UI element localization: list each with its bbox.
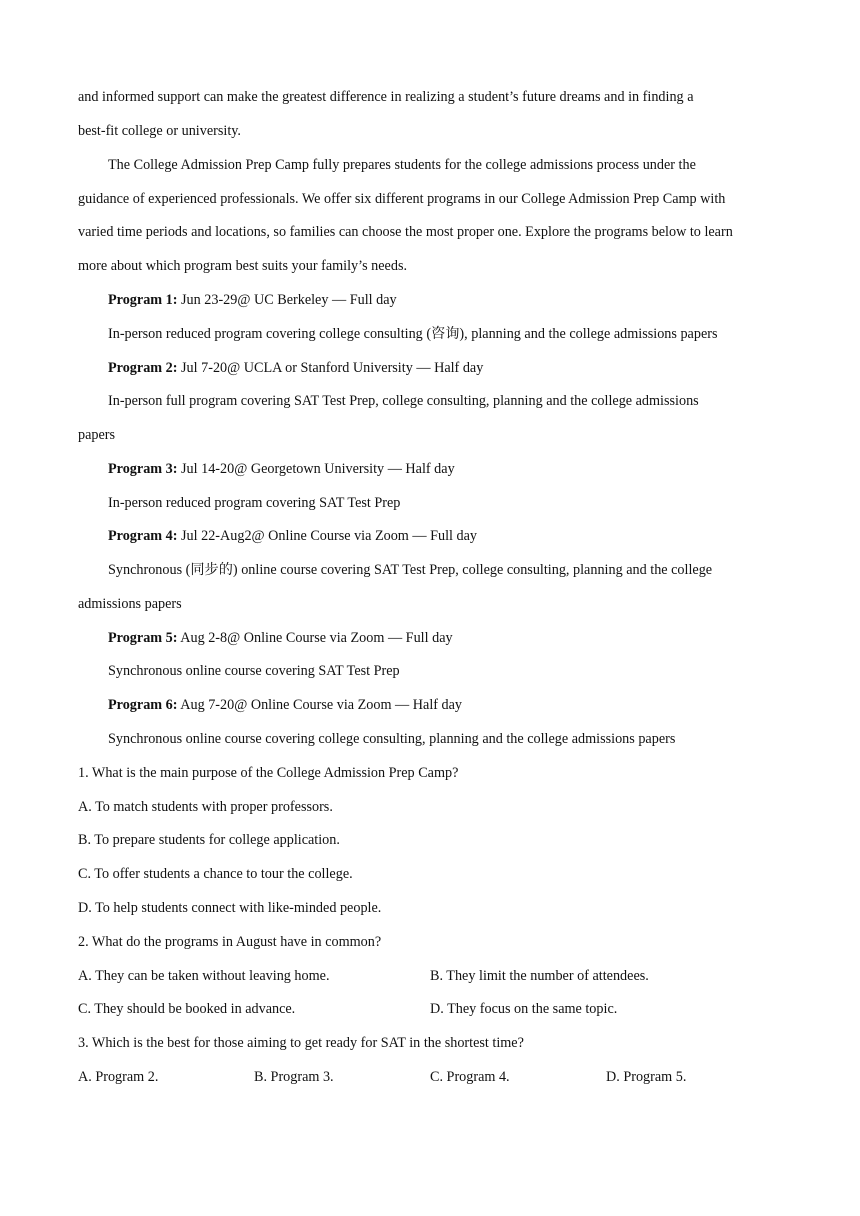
question-3-option-b[interactable]: B. Program 3.	[254, 1069, 334, 1085]
description-line: guidance of experienced professionals. We offer six different programs in our College Admission Prep Camp with	[78, 191, 726, 207]
program-info: Jul 14-20@ Georgetown University — Half day	[177, 461, 455, 477]
program-2-description-cont: papers	[78, 427, 116, 443]
question-3-option-c[interactable]: C. Program 4.	[430, 1069, 510, 1085]
program-4-description-cont: admissions papers	[78, 596, 182, 612]
program-4-description: Synchronous (同步的) online course covering SAT Test Prep, college consulting, planning and the college	[108, 562, 713, 578]
question-1-option-a[interactable]: A. To match students with proper professors.	[78, 799, 333, 815]
program-1-heading	[108, 290, 397, 310]
program-2-description: In-person full program covering SAT Test Prep, college consulting, planning and the college admissions	[108, 393, 699, 409]
program-info: Jul 22-Aug2@ Online Course via Zoom — Full day	[177, 528, 478, 544]
question-3-option-d[interactable]: D. Program 5.	[606, 1069, 687, 1085]
intro-line: and informed support can make the greatest difference in realizing a student’s future dreams and in finding a	[78, 89, 694, 105]
description-line: more about which program best suits your family’s needs.	[78, 258, 408, 274]
program-info: Jun 23-29@ UC Berkeley — Full day	[177, 292, 397, 308]
program-5-description: Synchronous online course covering SAT Test Prep	[108, 663, 400, 679]
question-3-option-a[interactable]: A. Program 2.	[78, 1069, 159, 1085]
program-label: Program 6:	[108, 697, 178, 713]
program-4-heading	[108, 526, 477, 546]
program-label: Program 4:	[108, 528, 178, 544]
question-2-option-b[interactable]: B. They limit the number of attendees.	[430, 968, 649, 984]
question-2-stem: 2. What do the programs in August have in common?	[78, 934, 382, 950]
question-2-option-d[interactable]: D. They focus on the same topic.	[430, 1001, 618, 1017]
program-6-heading	[108, 695, 462, 715]
program-label: Program 1:	[108, 292, 178, 308]
question-2-option-a[interactable]: A. They can be taken without leaving home.	[78, 968, 330, 984]
question-1-stem: 1. What is the main purpose of the College Admission Prep Camp?	[78, 765, 459, 781]
question-1-option-c[interactable]: C. To offer students a chance to tour the college.	[78, 866, 353, 882]
program-info: Jul 7-20@ UCLA or Stanford University — Half day	[177, 360, 484, 376]
program-3-description: In-person reduced program covering SAT Test Prep	[108, 495, 401, 511]
program-2-heading	[108, 358, 483, 378]
question-3-stem: 3. Which is the best for those aiming to get ready for SAT in the shortest time?	[78, 1035, 524, 1051]
description-line: The College Admission Prep Camp fully prepares students for the college admissions process under the	[108, 157, 696, 173]
program-5-heading	[108, 628, 453, 648]
program-info: Aug 7-20@ Online Course via Zoom — Half day	[177, 697, 463, 713]
program-3-heading	[108, 459, 455, 479]
program-label: Program 3:	[108, 461, 178, 477]
program-label: Program 2:	[108, 360, 178, 376]
program-label: Program 5:	[108, 630, 178, 646]
program-1-description: In-person reduced program covering college consulting (咨询), planning and the college admissions papers	[108, 326, 718, 342]
program-6-description: Synchronous online course covering college consulting, planning and the college admissions papers	[108, 731, 676, 747]
question-2-option-c[interactable]: C. They should be booked in advance.	[78, 1001, 296, 1017]
description-line: varied time periods and locations, so families can choose the most proper one. Explore the programs below to learn	[78, 224, 733, 240]
question-1-option-d[interactable]: D. To help students connect with like-minded people.	[78, 900, 382, 916]
program-info: Aug 2-8@ Online Course via Zoom — Full day	[177, 630, 453, 646]
question-1-option-b[interactable]: B. To prepare students for college application.	[78, 832, 340, 848]
intro-line: best-fit college or university.	[78, 123, 241, 139]
